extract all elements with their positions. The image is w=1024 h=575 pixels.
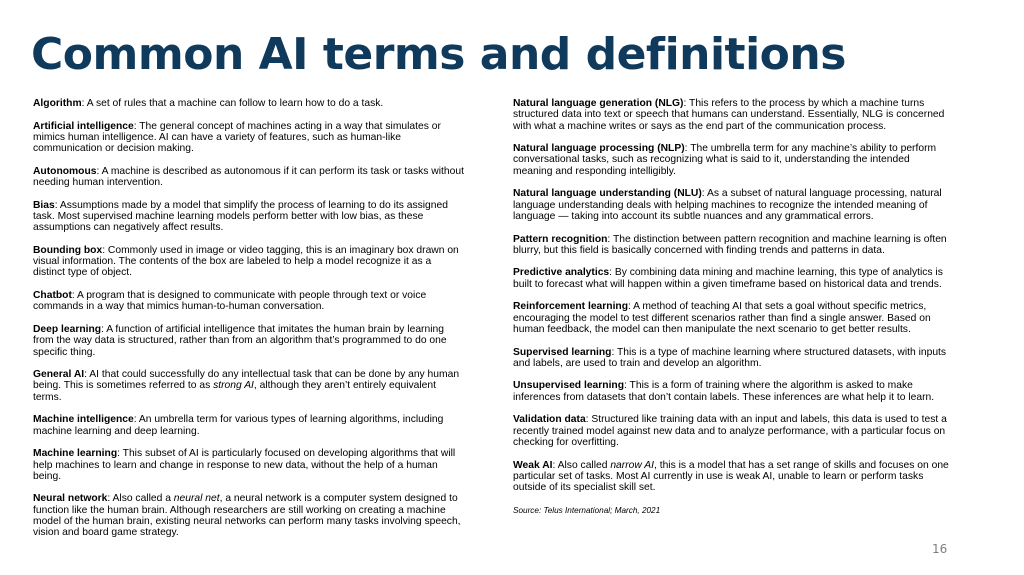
term-nlu [513,188,949,222]
term-definition: : The distinction between pattern recognition and machine learning is often blurry, but this field is basically concerned with finding trends and patterns in data. [513,233,947,256]
term-bounding-box [33,245,465,279]
term-definition-emphasis: narrow AI [610,459,654,471]
term-reinforcement-learning [513,301,949,335]
term-definition: : An umbrella term for various types of learning algorithms, including machine learning and deep learning. [33,414,444,437]
term-definition: : Also called [552,459,611,471]
term-name: Predictive analytics [513,267,610,279]
term-algorithm [33,98,465,109]
term-definition: : A machine is described as autonomous if it can perform its task or tasks without needing human intervention. [33,165,464,189]
slide-title: Common AI terms and definitions [31,29,846,80]
term-nlp [513,143,949,177]
term-machine-learning [33,448,465,482]
term-machine-intelligence [33,414,465,437]
term-name: Deep learning [33,323,102,335]
term-definition: , although they aren’t entirely equivalent terms. [33,380,436,403]
term-bias [33,200,465,234]
term-name: Supervised learning [513,346,612,358]
term-definition: : This is a form of training where the algorithm is asked to make inferences from datasets that don’t contain labels. These inferences are what help it to learn. [513,380,935,403]
term-definition: , this is a model that has a set range of skills and focuses on one particular set of tasks. Most AI currently in use is weak AI, unable to learn or perform tasks outside of its specialist skill set. [513,459,949,494]
term-definition: , a neural network is a computer system designed to function like the human brain. Although researchers are still working on creating a machine model of the human brain, existing neural networks can perform many tasks involving speech, vision and board game strategy. [33,493,461,539]
terms-column-right [513,98,949,516]
term-definition: : This subset of AI is particularly focused on developing algorithms that will help machines to learn and change in response to new data, without the help of a human being. [33,448,456,482]
term-predictive-analytics [513,267,949,290]
term-name: Autonomous [33,165,97,177]
term-name: General AI [33,369,85,381]
term-definition: : A method of teaching AI that sets a goal without specific metrics, encouraging the model to test different scenarios rather than find a single answer. Based on human feedback, the model can then manipulate the next scenario to get better results. [513,301,931,335]
term-pattern-recognition [513,234,949,257]
terms-column-left [33,98,465,550]
term-name: Chatbot [33,290,72,302]
term-unsupervised-learning [513,380,949,403]
term-validation-data [513,414,949,448]
term-definition: : A function of artificial intelligence that imitates the human brain by learning from the way data is structured, rather than from an algorithm that’s programmed to do one specific thing. [33,323,447,358]
term-name: Pattern recognition [513,233,608,245]
term-definition: : A set of rules that a machine can follow to learn how to do a task. [81,98,384,109]
term-weak-ai [513,460,949,494]
term-name: Reinforcement learning [513,301,629,313]
term-definition: : AI that could successfully do any intellectual task that can be done by any human being. This is sometimes referred to as [33,369,460,392]
term-name: Natural language generation (NLG) [513,98,684,109]
term-name: Natural language understanding (NLU) [513,188,702,200]
term-name: Machine intelligence [33,414,134,426]
term-definition-emphasis: strong AI [213,380,254,392]
term-chatbot [33,290,465,313]
term-name: Bounding box [33,244,103,256]
term-general-ai [33,369,465,403]
term-name: Algorithm [33,98,82,109]
term-autonomous [33,166,465,189]
term-name: Neural network [33,493,108,505]
term-name: Artificial intelligence [33,120,134,132]
term-neural-network [33,493,465,538]
term-name: Unsupervised learning [513,380,625,392]
term-definition: : Assumptions made by a model that simplify the process of learning to do its assigned task. Most supervised machine learning models perform better with low bias, as these assumptions can negatively affect results. [33,199,448,234]
term-supervised-learning [513,347,949,370]
term-definition: : Commonly used in image or video tagging, this is an imaginary box drawn on visual information. The contents of the box are labeled to help a model recognize it as a distinct type of object. [33,244,459,279]
term-definition: : Also called a [107,493,174,505]
term-definition: : As a subset of natural language processing, natural language understanding deals with helping machines to recognize the intended meaning of language — taking into account its subtle nuances and any grammatical errors. [513,188,942,222]
term-definition: : This is a type of machine learning where structured datasets, with inputs and labels, are used to train and develop an algorithm. [513,346,947,369]
term-name: Validation data [513,414,586,426]
term-definition-emphasis: neural net [173,493,220,505]
term-definition: : By combining data mining and machine learning, this type of analytics is built to forecast what will happen within a given timeframe based on historical data and trends. [513,267,943,290]
page-number: 16 [932,542,948,556]
term-definition: : Structured like training data with an input and labels, this data is used to test a recently trained model against new data and to analyze performance, with a particular focus on checking for overfitting. [513,414,947,448]
term-definition: : This refers to the process by which a machine turns structured data into text or speech that humans can understand. Essentially, NLG is concerned with what a machine writes or says as the end part of the communication process. [513,98,945,132]
term-name: Weak AI [513,459,553,471]
term-definition: : A program that is designed to communicate with people through text or voice commands in a way that mimics human-to-human conversation. [33,290,427,313]
source-citation: Source: Telus International; March, 2021 [513,505,661,515]
term-name: Natural language processing (NLP) [513,143,685,155]
term-artificial-intelligence [33,121,465,155]
term-nlg [513,98,949,132]
term-deep-learning [33,324,465,358]
term-name: Machine learning [33,448,118,460]
term-definition: : The general concept of machines acting in a way that simulates or mimics human intelligence. AI can have a variety of features, such as human-like communication or decision making. [33,120,441,155]
term-name: Bias [33,199,55,211]
term-definition: : The umbrella term for any machine’s ability to perform conversational tasks, such as recognizing what is said to it, understanding the intended meaning and responding intelligibly. [513,143,937,177]
